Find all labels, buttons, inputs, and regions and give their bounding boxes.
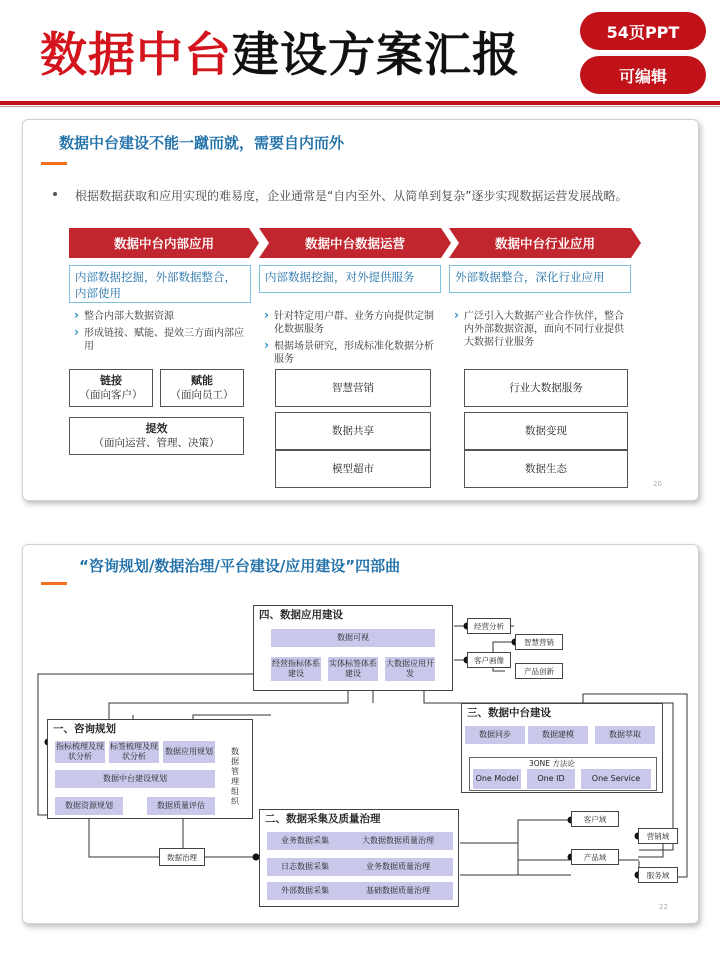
slide1-accent-bar: [41, 162, 67, 165]
efficiency-sub: （面向运营、管理、决策）: [93, 437, 220, 449]
chevron-data-ops: [259, 228, 451, 258]
collect-section-label: 二、数据采集及质量治理: [265, 813, 381, 825]
one-model-box: One Model: [473, 769, 521, 789]
enable-box: [160, 369, 244, 407]
col3-subtitle: 外部数据整合，深化行业应用: [449, 265, 631, 293]
data-extract-box: 数据萃取: [595, 726, 655, 744]
service-domain-box: 服务域: [638, 867, 678, 883]
link-box: [69, 369, 153, 407]
title-black-part: 建设方案汇报: [232, 28, 520, 83]
out-customer-profile: 客户画像: [467, 652, 511, 668]
header-divider-thin: [0, 106, 720, 107]
app-section-label: 四、数据应用建设: [259, 609, 343, 621]
enable-title: 赋能: [191, 374, 213, 387]
data-sync-box: 数据同步: [465, 726, 525, 744]
data-ecosystem-box: 数据生态: [464, 450, 628, 488]
out-product-innovation: 产品创新: [515, 663, 563, 679]
col1-list: [73, 310, 253, 357]
data-org-vertical: 数据管理组织: [231, 747, 239, 806]
efficiency-title: 提效: [145, 422, 168, 435]
customer-domain-box: 客户域: [571, 811, 619, 827]
slide1-page-number: 20: [653, 480, 662, 488]
model-market-box: 模型超市: [275, 450, 431, 488]
col1-subtitle: 内部数据挖掘，外部数据整合，内部使用: [69, 265, 251, 303]
data-governance-box: 数据治理: [159, 848, 205, 866]
platform-section-label: 三、数据中台建设: [467, 707, 551, 719]
base-quality-box: 基础数据质量治理: [343, 882, 453, 900]
one-service-box: One Service: [581, 769, 651, 789]
enable-sub: （面向员工）: [170, 389, 234, 401]
link-title: 链接: [100, 374, 122, 387]
product-domain-box: 产品域: [571, 849, 619, 865]
efficiency-box: [69, 417, 244, 455]
chevron-internal-app: [69, 228, 259, 258]
title-red-part: 数据中台: [40, 28, 232, 83]
bullet-dot: [53, 192, 57, 196]
data-visual-box: 数据可视: [271, 629, 435, 647]
out-smart-marketing: 智慧营销: [515, 634, 563, 650]
list-item: › 广泛引入大数据产业合作伙伴，整合内外部数据资源，面向不同行业提供大数据行业服务: [453, 310, 633, 349]
col2-list: [263, 310, 443, 370]
list-item: › 形成链接、赋能、提效三方面内部应用: [73, 327, 253, 353]
chevron-label: 数据中台内部应用: [113, 236, 214, 251]
tag-system-box: 实体标签体系建设: [328, 657, 378, 681]
app-plan-box: 数据应用规划: [163, 741, 215, 763]
external-collect-box: 外部数据采集: [267, 882, 343, 900]
resource-plan-box: 数据资源规划: [55, 797, 123, 815]
biz-collect-box: 业务数据采集: [267, 832, 343, 850]
slide2-title: “咨询规划/数据治理/平台建设/应用建设”四部曲: [79, 557, 401, 575]
col2-subtitle: 内部数据挖掘，对外提供服务: [259, 265, 441, 293]
data-model-box: 数据建模: [528, 726, 588, 744]
bigdata-quality-box: 大数据数据质量治理: [343, 832, 453, 850]
header-divider: [0, 101, 720, 105]
method-label: 3ONE 方法论: [529, 759, 575, 768]
industry-bigdata-box: 行业大数据服务: [464, 369, 628, 407]
data-sharing-box: 数据共享: [275, 412, 431, 450]
marketing-domain-box: 营销域: [638, 828, 678, 844]
list-item: › 针对特定用户群、业务方向提供定制化数据服务: [263, 310, 443, 336]
editable-badge: 可编辑: [580, 56, 706, 94]
kpi-system-box: 经营指标体系建设: [271, 657, 321, 681]
list-item: › 整合内部大数据资源: [73, 310, 253, 323]
list-item: › 根据场景研究，形成标准化数据分析服务: [263, 340, 443, 366]
kpi-review-box: 指标梳理及现状分析: [56, 742, 104, 761]
chevron-label: 数据中台数据运营: [304, 236, 405, 251]
col3-list: [453, 310, 633, 353]
one-id-box: One ID: [527, 769, 575, 789]
tag-review-box: 标签梳理及现状分析: [110, 742, 158, 761]
slide1-bullet: 根据数据获取和应用实现的难易度，企业通常是“自内至外、从简单到复杂”逐步实现数据运营发展战略。: [75, 189, 628, 203]
bigdata-dev-box: 大数据应用开发: [385, 657, 435, 681]
link-sub: （面向客户）: [79, 389, 143, 401]
hub-plan-box: 数据中台建设规划: [55, 770, 215, 788]
out-ops-analysis: 经营分析: [467, 618, 511, 634]
chevron-label: 数据中台行业应用: [494, 236, 595, 251]
slide2-page-number: 22: [659, 903, 668, 911]
data-monetize-box: 数据变现: [464, 412, 628, 450]
quality-assess-box: 数据质量评估: [147, 797, 215, 815]
slide-card-2: [22, 544, 699, 924]
pages-badge: 54页PPT: [580, 12, 706, 50]
slide-card-1: [22, 119, 699, 501]
slide1-title: 数据中台建设不能一蹴而就，需要自内而外: [59, 134, 345, 152]
consult-section-label: 一、咨询规划: [53, 723, 116, 735]
log-collect-box: 日志数据采集: [267, 858, 343, 876]
smart-marketing-box: 智慧营销: [275, 369, 431, 407]
chevron-industry-app: [449, 228, 641, 258]
biz-quality-box: 业务数据质量治理: [343, 858, 453, 876]
page-title: [40, 18, 520, 85]
